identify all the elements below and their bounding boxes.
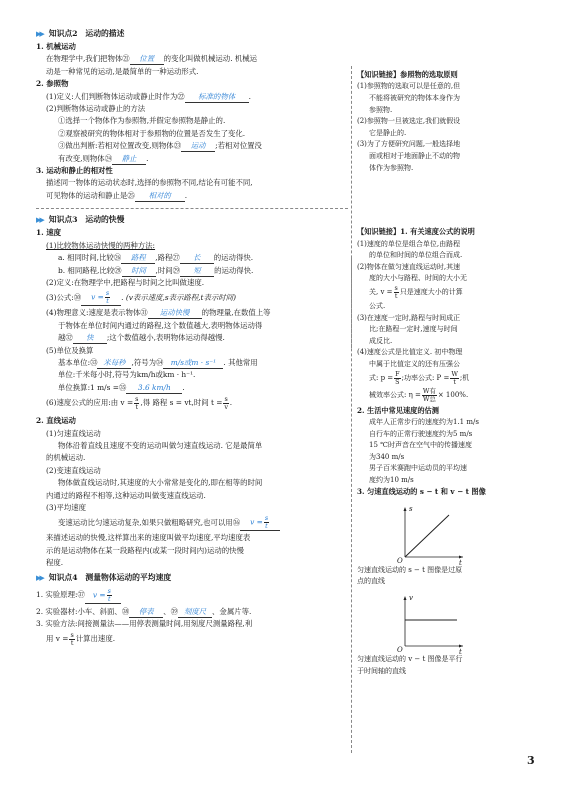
answer-blank: m/s或m · s⁻¹: [163, 358, 223, 369]
answer-blank: 刻度尺: [178, 607, 212, 618]
answer-blank: 位置: [130, 54, 164, 65]
answer-blank: 停表: [129, 607, 163, 618]
section-heading: 2. 生活中常见速度的估测: [357, 405, 439, 415]
double-arrow-icon: ▶▶: [36, 28, 43, 38]
knowledge-point-2-heading: ▶▶ 知识点2 运动的描述: [36, 27, 348, 41]
answer-blank: 运动快慢: [148, 308, 202, 319]
s-t-graph: [397, 504, 467, 567]
answer-blank: 米每秒: [97, 358, 131, 369]
knowledge-point-3-heading: ▶▶ 知识点3 运动的快慢: [36, 213, 348, 227]
s-t-line: [405, 515, 449, 557]
s-t-graph-svg: [397, 505, 467, 563]
v-t-graph: [397, 594, 467, 657]
answer-blank: 3.6 km/h: [126, 383, 182, 394]
left-column: ▶▶ 知识点2 运动的描述 1. 机械运动 在物理学中,我们把物体㉑ 位置 的变化叫做机械运动. 机械运 动是一种常见的运动,是最简单的一种运动形式. 2. 参照物 (1)定义:人们判断物体运动或静止时作为㉒ 标准的物体 . (2)判断物体运动或静止的方法 ①选择一个物体作为参照物,并假定参照物是静止的. ②观察被研究的物体相对于参照物的位置是否发生了变化. ③做出判断:若相对位置改变,则物体㉓ 运动 ;若相对位置没 有改变,则物体㉔ 静止 . 3. 运动和静止的相对性 描述同一物体的运动状态时,选择的参照物不同,结论有可能不同, 可见物体的运动和静止是㉕ 相对的 . ▶▶ 知识点3 运动的快慢 1. 速度 (1)比较物体运动快慢的两种方法: a. 相同时间,比较㉖ 路程 ,路程㉗ 长 的运动得快. b. 相同路程,比较㉘ 时间 ,时间㉙ 短 的运动得快. (2)定义:在物理学中,把路程与时间之比叫做速度. (3)公式: ㉚ v = $\frac{s}{t}$ . (v表示速度,s表示路程,t表示时间) (4)物理意义:速度是表示物体㉛ 运动快慢 的物理量,在数值上等 于物体在单位时间内通过的路程,这个数值越大,表明物体运动得 越㉜ 快 ;这个数值越小,表明物体运动得越慢. (5)单位及换算 基本单位:㉝ 米每秒 ,符号为㉞ m/s或m · s⁻¹ . 其他常用 单位:千米每小时,符号为km/h或km · h⁻¹. 单位换算:1 m/s =㉟ 3.6 km/h . (6)速度公式的应用:由 v = $\frac{s}{t}$ ,得 路程 s = vt,时间 t = $\frac{s}{v}$ . 2. 直线运动 (1)匀速直线运动 物体沿着直线且速度不变的运动叫做匀速直线运动. 它是最简单 的机械运动. (2)变速直线运动 物体做直线运动时,其速度的大小常常是变化的,即在相等的时间 内通过的路程不相等,这种运动叫做变速直线运动. (3)平均速度 变速运动比匀速运动复杂,如果只做粗略研究,也可以用 ㊱ v = $\frac{s}{t}$ 来描述运动的快慢,这样算出来的速度叫做平均速度,平均速度表 示的是运动物体在某一段路程内(或某一段时间内)运动的快慢 程度. ▶▶ 知识点4 测量物体运动的平均速度 1. 实验原理: ㊲ v = $\frac{s}{t}$ 2. 实验器材:小车、斜面、㊳ 停表 、㊴ 刻度尺 、金属片等. 3. 实验方法:间接测量法——用停表测量时间,用刻度尺测量路程,利 用 v = $\frac{s}{t}$ 计算出速度.: [36, 27, 348, 648]
axis-arrow-icon: [404, 507, 407, 511]
axis-arrow-icon: [404, 596, 407, 600]
answer-blank: 时间: [122, 266, 156, 277]
knowledge-point-4-heading: ▶▶ 知识点4 测量物体运动的平均速度: [36, 572, 348, 586]
t-axis-label: t: [459, 558, 462, 567]
answer-formula: v = $\frac{s}{t}$: [81, 290, 121, 306]
answer-blank: 长: [180, 253, 214, 264]
s-axis-label: s: [409, 504, 413, 513]
answer-formula: v = $\frac{s}{t}$: [240, 515, 280, 531]
answer-blank: 静止: [112, 154, 146, 165]
section-heading: 1. 机械运动: [36, 42, 76, 51]
origin-label: O: [397, 646, 403, 655]
answer-formula: v = $\frac{s}{t}$: [85, 588, 121, 604]
double-arrow-icon: ▶▶: [36, 215, 43, 225]
section-heading: 2. 参照物: [36, 79, 69, 89]
right-column: 【知识链接】参照物的选取原则 (1)参照物的选取可以是任意的,但 不能将被研究的物体本身作为 参照物. (2)参照物一旦被选定,我们就假设 它是静止的. (3)为了方便研究问题,一般选择地 面或相对于地面静止不动的物 体作为参照物. 【知识链接】1. 有关速度公式的说明 (1)速度的单位是组合单位,由路程 的单位和时间的单位组合而成. (2)物体在做匀速直线运动时,其速 度的大小与路程、时间的大小无 关, v = $\frac{s}{t}$ 只是速度大小的计算 公式. (3)在速度一定时,路程与时间成正 比;在路程一定时,速度与时间 成反比. (4)速度公式是比值定义. 初中物理 中属于比值定义的还有压强公 式: p = $\frac{F}{S}$ ;功率公式: P = $\frac{W}{t}$ ;机 械效率公式: η = $\frac{\text{W有}}{\text{W总}}$ × 100%. 2. 生活中常见速度的估测 成年人正常步行的速度约为1.1 m/s 自行车的正常行驶速度约为5 m/s 15 ℃时声音在空气中的传播速度 为340 m/s 男子百米赛跑中运动员的平均速 度约为10 m/s 3. 匀速直线运动的 s − t 和 v − t 图像 s t O 匀速直线运动的 s − t 图像是过原 点的直线 v t O 匀速直线运动的 v − t 图像是平行 于时间轴的直线: [357, 27, 539, 677]
answer-blank: 相对的: [135, 191, 185, 202]
knowledge-link-heading: 【知识链接】1. 有关速度公式的说明: [357, 227, 475, 237]
column-divider: [351, 258, 352, 753]
answer-blank: 标准的物体: [185, 92, 249, 103]
divider: [36, 208, 348, 209]
t-axis-label: t: [459, 648, 462, 657]
section-heading: 3. 运动和静止的相对性: [36, 166, 113, 176]
section-heading: 3. 匀速直线运动的 s − t 和 v − t 图像: [357, 487, 486, 497]
knowledge-link-heading: 【知识链接】参照物的选取原则: [357, 70, 458, 79]
section-heading: 1. 速度: [36, 228, 62, 238]
answer-blank: 路程: [121, 253, 155, 264]
answer-blank: 短: [180, 266, 214, 277]
v-axis-label: v: [409, 594, 413, 603]
answer-blank: 快: [73, 333, 107, 344]
v-t-graph-svg: [397, 594, 467, 652]
page-number: 3: [527, 754, 535, 767]
section-heading: 2. 直线运动: [36, 416, 76, 426]
origin-label: O: [397, 556, 403, 565]
answer-blank: 运动: [181, 141, 215, 152]
double-arrow-icon: ▶▶: [36, 573, 43, 583]
